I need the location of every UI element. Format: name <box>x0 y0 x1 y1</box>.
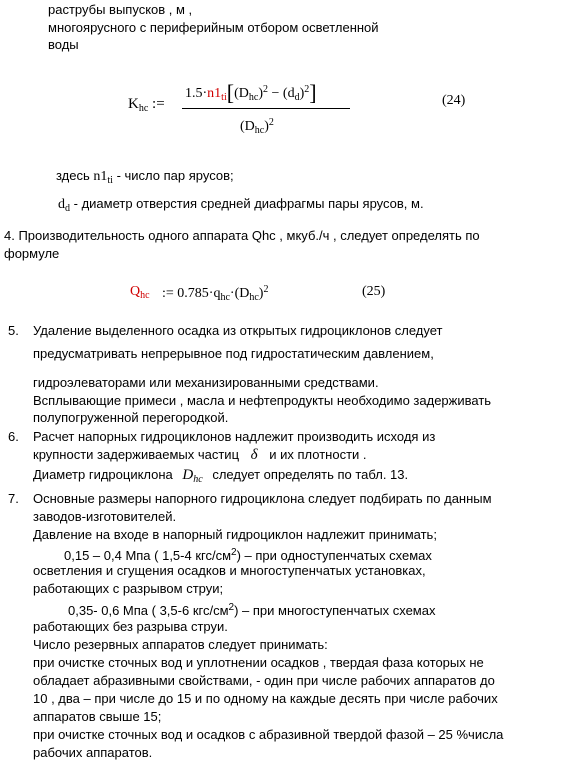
item6-line-1: Расчет напорных гидроциклонов надлежит производить исходя из <box>33 429 436 444</box>
formula-25-lhs: $Q_{hc}$ <box>130 284 150 301</box>
item7-line-7: 0,35- 0,6 Мпа ( 3,5-6 кгс/$см^2$) – при многоступенчатых схемах <box>68 602 436 618</box>
intro-line-2: многоярусного с периферийным отбором осветленной <box>48 20 379 35</box>
item7-number: 7. <box>8 491 19 506</box>
item5-number: 5. <box>8 323 19 338</box>
item7-line-12: 10 , два – при числе до 15 и по одному на каждые десять при числе рабочих <box>33 691 498 706</box>
formula-24-denominator: $(D_{hc})^2$ <box>240 117 274 136</box>
item5-line-3: гидроэлеваторами или механизированными средствами. <box>33 375 379 390</box>
intro-line-1: раструбы выпусков , м , <box>48 2 193 17</box>
item7-line-5: осветления и сгущения осадков и многоступенчатых установках, <box>33 563 426 578</box>
item7-line-8: работающих без разрыва струи. <box>33 619 228 634</box>
intro-line-3: воды <box>48 37 79 52</box>
formula-24-numerator: $1.5\cdot n1_{ti}[(D_{hc})^2 - (d_d)^2]$ <box>185 80 317 105</box>
item7-line-6: работающих с разрывом струи; <box>33 581 224 596</box>
item4-line-1: 4. Производительность одного аппарата Qhc , мкуб./ч , следует определять по <box>4 228 480 243</box>
item7-line-15: рабочих аппаратов. <box>33 745 153 760</box>
item6-number: 6. <box>8 429 19 444</box>
item7-line-4: 0,15 – 0,4 Мпа ( 1,5-4 кгс/$см^2$) – при одноступенчатых схемах <box>64 547 432 563</box>
formula-25-number: (25) <box>362 284 386 299</box>
item5-line-1: Удаление выделенного осадка из открытых гидроциклонов следует <box>33 323 443 338</box>
def-n1: здесь $n1_{ti}$ - число пар ярусов; <box>56 168 234 186</box>
item7-line-2: заводов-изготовителей. <box>33 509 177 524</box>
item7-line-9: Число резервных аппаратов следует принимать: <box>33 637 328 652</box>
formula-25-rhs: := $0.785\cdot q_{hc}\cdot(D_{hc})^2$ <box>162 284 269 303</box>
item7-line-13: аппаратов свыше 15; <box>33 709 162 724</box>
item5-line-4: Всплывающие примеси , масла и нефтепродукты необходимо задерживать <box>33 393 492 408</box>
item5-line-5: полупогруженной перегородкой. <box>33 410 229 425</box>
formula-24-number: (24) <box>442 93 466 108</box>
item6-line-2: крупности задерживаемых частиц δ и их плотности . <box>33 447 367 463</box>
item7-line-14: при очистке сточных вод и осадков с абразивной твердой фазой – 25 %числа <box>33 727 504 742</box>
item5-line-2: предусматривать непрерывное под гидростатическим давлением, <box>33 346 434 361</box>
def-dd: $d_d$ - диаметр отверстия средней диафрагмы пары ярусов, м. <box>58 196 424 214</box>
item7-line-3: Давление на входе в напорный гидроциклон надлежит принимать; <box>33 527 437 542</box>
formula-24-fraction-bar <box>182 108 350 109</box>
item7-line-10: при очистке сточных вод и уплотнении осадков , твердая фаза которых не <box>33 655 484 670</box>
item7-line-1: Основные размеры напорного гидроциклона следует подбирать по данным <box>33 491 492 506</box>
item4-line-2: формуле <box>4 246 60 261</box>
item6-line-3: Диаметр гидроциклона $D_{hc}$ следует определять по табл. 13. <box>33 467 409 485</box>
formula-24-lhs: $K_{hc}$ := <box>128 96 165 114</box>
item7-line-11: обладает абразивными свойствами, - один при числе рабочих аппаратов до <box>33 673 495 688</box>
